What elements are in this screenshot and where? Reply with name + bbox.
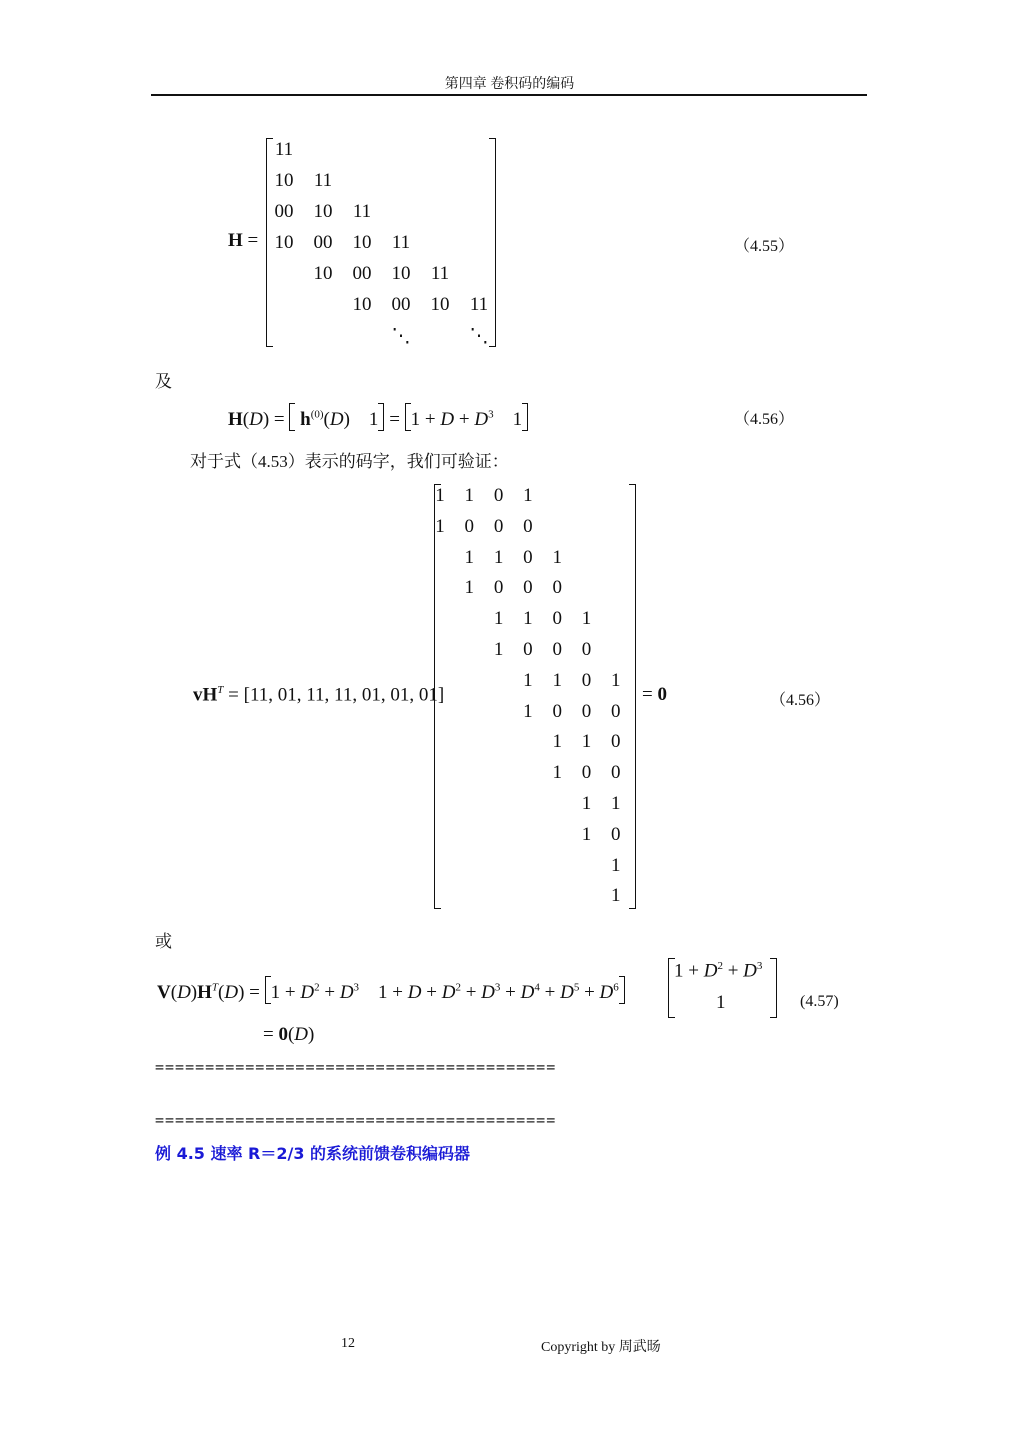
- eq456b-cell: 0: [552, 700, 562, 722]
- eq456b-cell: 1: [493, 639, 504, 660]
- eq456b-cell: 1: [581, 823, 592, 845]
- eq455-cell: 10: [274, 232, 294, 253]
- eq456b-cell: 0: [611, 731, 621, 753]
- eq456b-cell: 1: [523, 485, 533, 506]
- eq456b-cell: 1: [552, 762, 562, 784]
- eq455-cell: 10: [430, 294, 450, 315]
- eq456b-cell: 1: [493, 608, 504, 630]
- eq456b-cell: 0: [523, 546, 533, 568]
- eq456a-number: （4.56）: [734, 411, 795, 428]
- eq456b-cell: 1: [611, 793, 621, 814]
- eq455-lhs: H =: [228, 230, 259, 251]
- eq457-col-b: 1: [716, 992, 726, 1013]
- eq455-cell: 00: [313, 232, 333, 253]
- text-ji: 及: [155, 372, 172, 391]
- eq455-cell: 11: [274, 139, 294, 160]
- eq455-cell: 11: [313, 170, 333, 191]
- eq456a: $H(D) = h^{(0)}(D)$ $1 = 1 + D + D^3$ 1: [228, 403, 528, 431]
- eq456b-cell: 0: [493, 577, 504, 599]
- eq457-number: (4.57): [800, 993, 839, 1010]
- eq456b-cell: 1: [552, 546, 562, 568]
- eq456b-rhs: = 0: [642, 684, 667, 705]
- eq456b-cell: 1: [581, 793, 592, 814]
- eq455-cell: 11: [430, 263, 450, 284]
- eq455-cell: 10: [313, 201, 333, 222]
- eq456b-cell: 1: [552, 731, 562, 753]
- eq456b-cell: 1: [611, 669, 621, 691]
- header-rule: [151, 94, 867, 96]
- eq456b-cell: 1: [464, 577, 475, 599]
- eq457-line1: $V(D)H^T(D) = 1 + D^2 + D^3$ $1 + D + D^2 + D^3 + D^4 + D^5 + D^6$: [157, 976, 625, 1004]
- eq456b-cell: 0: [523, 577, 533, 599]
- eq456b-left-bracket: [434, 484, 441, 909]
- eq457-col-right-bracket: [770, 958, 777, 1018]
- eq456b-cell: 1: [611, 854, 621, 876]
- separator-1: ========================================: [155, 1058, 557, 1076]
- eq457-line2: = 0(D): [263, 1024, 315, 1045]
- eq456b-cell: 0: [611, 823, 621, 845]
- eq456b-lhs: $vH^T = [11$, 01, 11, 11, 01, 01, 01]: [193, 684, 445, 706]
- eq456b-number: （4.56）: [770, 692, 831, 709]
- eq455-cell: 10: [391, 263, 411, 284]
- eq456b-cell: 1: [552, 669, 562, 691]
- eq456b-cell: 0: [581, 639, 592, 660]
- eq455-cell: 10: [352, 232, 372, 253]
- eq456b-cell: 1: [581, 731, 592, 753]
- eq456b-cell: 0: [552, 639, 562, 660]
- eq456b-cell: 0: [611, 762, 621, 784]
- eq456b-cell: 0: [581, 700, 592, 722]
- eq456b-cell: 1: [464, 485, 475, 506]
- eq455-number: （4.55）: [734, 238, 795, 255]
- eq456b-cell: 0: [581, 762, 592, 784]
- eq456b-cell: 0: [493, 485, 504, 506]
- eq455-cell: ⋱: [391, 326, 411, 347]
- eq455-cell: 00: [391, 294, 411, 315]
- eq456b-right-bracket: [629, 484, 636, 909]
- text-or: 或: [155, 932, 172, 951]
- eq456b-cell: 1: [523, 700, 533, 722]
- eq456b-cell: 0: [523, 639, 533, 660]
- eq455-cell: 11: [352, 201, 372, 222]
- eq455-cell: 10: [313, 263, 333, 284]
- eq456b-cell: 0: [464, 515, 475, 537]
- eq456b-cell: 0: [552, 608, 562, 630]
- eq455-cell: ⋱: [469, 326, 489, 347]
- eq456b-cell: 1: [435, 485, 445, 506]
- eq456b-cell: 1: [493, 546, 504, 568]
- eq455-cell: 10: [274, 170, 294, 191]
- footer-page-number: 12: [341, 1336, 355, 1351]
- eq456b-cell: 0: [611, 700, 621, 722]
- eq457-col-a: $1 + D^2 + D^3$: [674, 960, 763, 982]
- eq456b-cell: 1: [464, 546, 475, 568]
- text-verify: 对于式（4.53）表示的码字，我们可验证：: [190, 452, 509, 471]
- page-header: 第四章 卷积码的编码: [444, 77, 575, 92]
- eq456b-cell: 1: [581, 608, 592, 630]
- eq456b-cell: 1: [523, 669, 533, 691]
- eq456b-cell: 0: [523, 515, 533, 537]
- eq455-cell: 00: [274, 201, 294, 222]
- separator-2: ========================================: [155, 1111, 557, 1129]
- eq455-cell: 11: [469, 294, 489, 315]
- eq456b-cell: 1: [435, 515, 445, 537]
- eq456b-cell: 0: [493, 515, 504, 537]
- example-title: 例 4.5 速率 R＝2/3 的系统前馈卷积编码器: [155, 1144, 471, 1163]
- eq455-cell: 10: [352, 294, 372, 315]
- eq456b-cell: 1: [611, 885, 621, 907]
- eq456b-cell: 0: [552, 577, 562, 599]
- eq456b-cell: 1: [523, 608, 533, 630]
- eq456b-cell: 0: [581, 669, 592, 691]
- eq455-cell: 00: [352, 263, 372, 284]
- footer-copyright: Copyright by 周武旸: [541, 1340, 661, 1355]
- eq455-cell: 11: [391, 232, 411, 253]
